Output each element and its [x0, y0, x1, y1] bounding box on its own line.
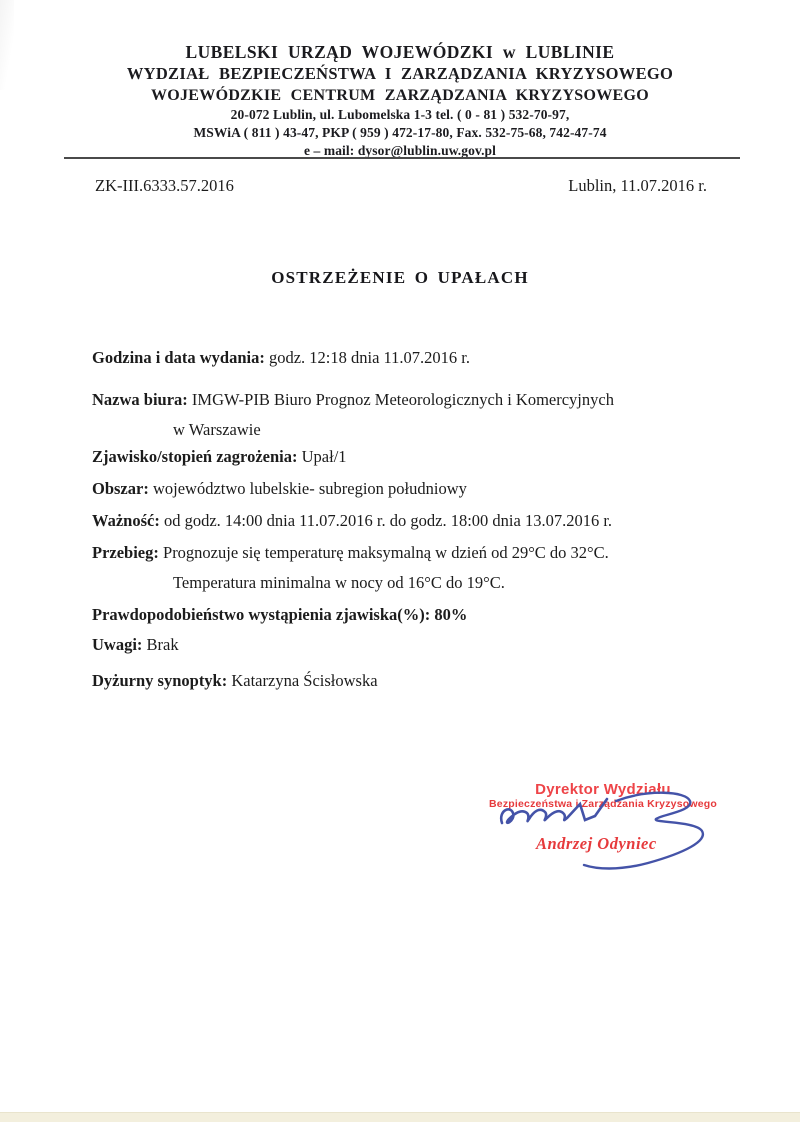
stamp-title-line: Dyrektor Wydziału [535, 781, 671, 798]
document-title: OSTRZEŻENIE O UPAŁACH [271, 268, 529, 287]
field-value: godz. 12:18 dnia 11.07.2016 r. [268, 348, 470, 367]
field-phenomenon [92, 446, 750, 467]
field-course-continuation: Temperatura minimalna w nocy od 16°C do 19°C. [173, 573, 505, 592]
field-remarks [92, 634, 750, 655]
letterhead-phones: MSWiA ( 811 ) 43-47, PKP ( 959 ) 472-17-80, Fax. 532-75-68, 742-47-74 [193, 125, 607, 140]
field-label: Obszar: [92, 479, 149, 498]
scan-artifact-bottom-edge [0, 1112, 800, 1122]
field-value: od godz. 14:00 dnia 11.07.2016 r. do godz. 18:00 dnia 13.07.2016 r. [163, 511, 613, 530]
reference-row [95, 176, 707, 196]
document-body [92, 347, 750, 702]
field-course [92, 542, 750, 563]
field-value: 80% [434, 605, 468, 624]
field-label: Godzina i data wydania: [92, 348, 265, 367]
field-value: Brak [146, 635, 179, 654]
field-label: Uwagi: [92, 635, 143, 654]
letterhead-org-name: LUBELSKI URZĄD WOJEWÓDZKI w LUBLINIE [185, 42, 615, 62]
field-label: Ważność: [92, 511, 160, 530]
field-label: Prawdopodobieństwo wystąpienia zjawiska(%): [92, 605, 431, 624]
letterhead-address: 20-072 Lublin, ul. Lubomelska 1-3 tel. ( 0 - 81 ) 532-70-97, [230, 107, 570, 122]
letterhead-department: WYDZIAŁ BEZPIECZEŃSTWA I ZARZĄDZANIA KRYZYSOWEGO [126, 64, 674, 83]
field-label: Nazwa biura: [92, 390, 188, 409]
field-label: Przebieg: [92, 543, 159, 562]
field-value: województwo lubelskie- subregion południowy [152, 479, 467, 498]
field-value: Katarzyna Ścisłowska [231, 671, 378, 690]
field-label: Dyżurny synoptyk: [92, 671, 228, 690]
field-office-name-continuation: w Warszawie [173, 420, 261, 439]
letterhead [0, 41, 800, 160]
place-and-date: Lublin, 11.07.2016 r. [568, 176, 707, 195]
field-duty-forecaster [92, 670, 750, 691]
field-issue-datetime [92, 347, 750, 368]
stamp-director-name: Andrzej Odyniec [536, 834, 657, 853]
stamp-department-line: Bezpieczeństwa i Zarządzania Kryzysowego [489, 798, 717, 810]
field-value: Prognozuje się temperaturę maksymalną w dzień od 29°C do 32°C. [163, 543, 609, 562]
letterhead-divider [64, 157, 740, 159]
signature-block [478, 781, 728, 881]
handwritten-signature-ink [488, 789, 728, 881]
field-area [92, 478, 750, 499]
field-value: IMGW-PIB Biuro Prognoz Meteorologicznych i Komercyjnych [191, 390, 614, 409]
field-office-name [92, 389, 750, 410]
reference-number: ZK-III.6333.57.2016 [95, 176, 234, 195]
letterhead-email: e – mail: dysor@lublin.uw.gov.pl [303, 143, 497, 158]
field-label: Zjawisko/stopień zagrożenia: [92, 447, 298, 466]
field-validity [92, 510, 750, 531]
field-probability [92, 604, 750, 625]
field-value: Upał/1 [301, 447, 347, 466]
letterhead-center: WOJEWÓDZKIE CENTRUM ZARZĄDZANIA KRYZYSOWEGO [150, 87, 650, 104]
